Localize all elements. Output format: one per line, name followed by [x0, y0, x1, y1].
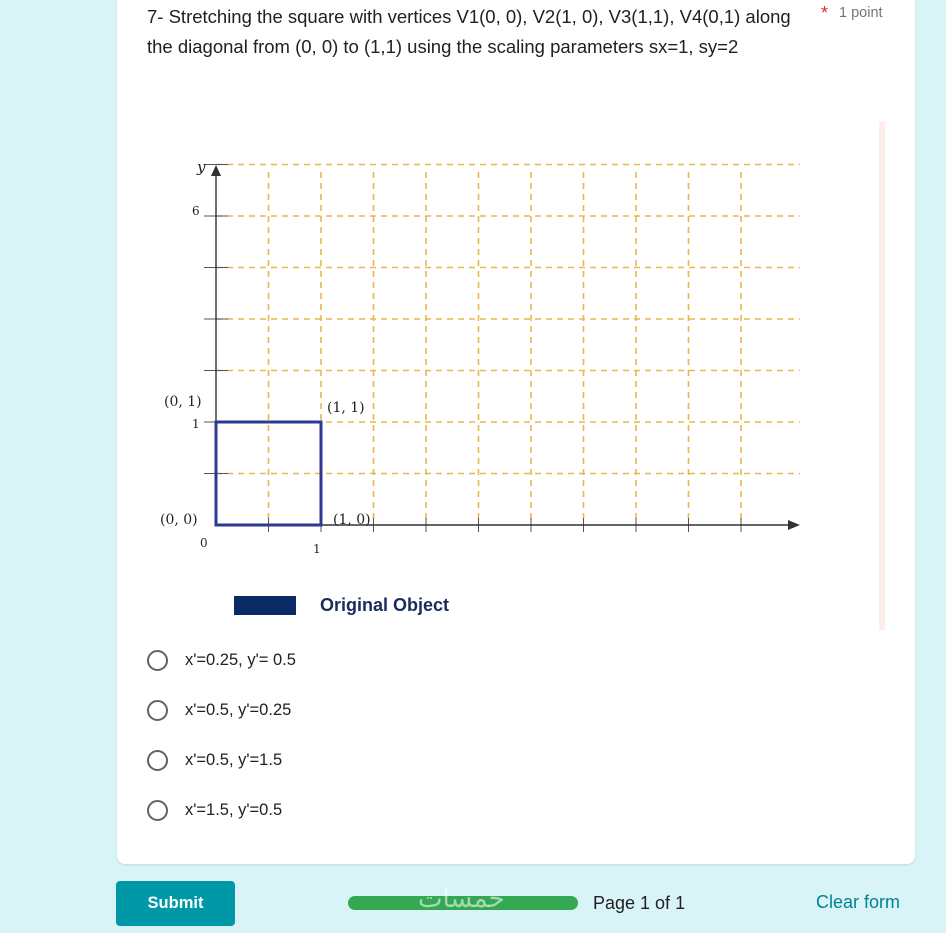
option-3[interactable]	[147, 747, 282, 773]
radio-button[interactable]	[147, 700, 168, 721]
option-1[interactable]	[147, 647, 296, 673]
progress-bar-fill	[348, 896, 578, 910]
axis-ticks	[204, 165, 741, 533]
point-label-0-1: (0, 1)	[164, 394, 202, 410]
tick-label-0: 0	[200, 536, 208, 550]
clear-form-link[interactable]: Clear form	[816, 892, 901, 912]
question-text: 7- Stretching the square with vertices V1(0, 0), V2(1, 0), V3(1,1), V4(0,1) along the diagonal from (0, 0) to (1,1) using the scaling parameters sx=1, sy=2	[147, 6, 791, 57]
radio-button[interactable]	[147, 750, 168, 771]
option-label: x'=0.25, y'= 0.5	[185, 650, 296, 669]
progress-bar	[348, 896, 578, 910]
option-label: x'=0.5, y'=0.25	[185, 700, 292, 719]
x-axis-arrow	[788, 520, 800, 530]
option-label: x'=1.5, y'=0.5	[185, 800, 283, 819]
watermark-logo: خمسات	[418, 884, 505, 914]
submit-button[interactable]: Submit	[116, 881, 235, 926]
point-label-1-0: (1, 0)	[333, 512, 371, 528]
option-2[interactable]	[147, 697, 291, 723]
radio-button[interactable]	[147, 650, 168, 671]
radio-button[interactable]	[147, 800, 168, 821]
graph-figure	[150, 150, 810, 570]
points-label: 1 point	[839, 5, 883, 21]
option-label: x'=0.5, y'=1.5	[185, 750, 283, 769]
legend-swatch	[234, 596, 296, 615]
tick-label-6: 6	[192, 204, 200, 218]
required-asterisk: *	[821, 3, 829, 23]
dashed-grid	[216, 165, 800, 526]
point-label-1-1: (1, 1)	[327, 400, 365, 416]
legend-label: Original Object	[320, 595, 450, 615]
y-axis-arrow	[211, 165, 221, 176]
y-axis-label: y	[197, 158, 206, 176]
scrollbar[interactable]	[879, 121, 885, 630]
tick-label-x1: 1	[313, 542, 321, 556]
option-4[interactable]	[147, 797, 282, 823]
tick-label-1: 1	[192, 417, 200, 431]
page-indicator: Page 1 of 1	[593, 893, 686, 913]
point-label-0-0: (0, 0)	[160, 512, 198, 528]
